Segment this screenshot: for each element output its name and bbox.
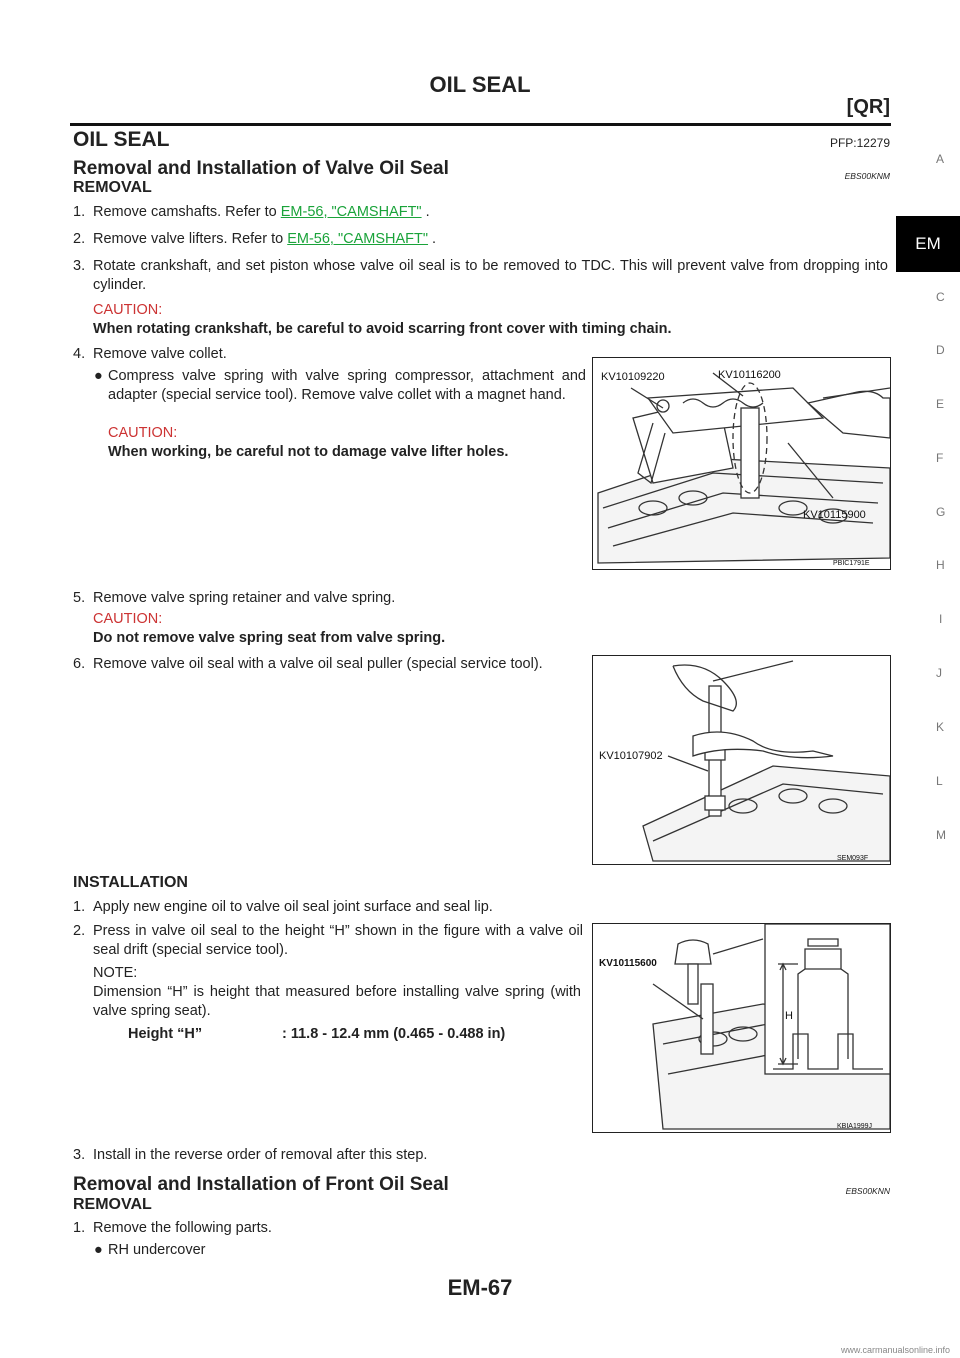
section-title: OIL SEAL: [73, 128, 170, 151]
side-tab-d[interactable]: D: [936, 343, 945, 357]
bullet-icon: ●: [94, 1242, 103, 1258]
side-tab-em-active[interactable]: EM: [896, 216, 960, 272]
front-removal-bullet: ● RH undercover: [94, 1242, 206, 1258]
removal-step-5: 5. Remove valve spring retainer and valve spring.: [73, 590, 396, 606]
tool-label-2: KV10116200: [718, 369, 781, 381]
side-tab-l[interactable]: L: [936, 774, 943, 788]
drift-tool-label: KV10115600: [599, 958, 657, 969]
install-step-3: 3. Install in the reverse order of removal after this step.: [73, 1147, 428, 1163]
puller-tool-label: KV10107902: [599, 750, 663, 762]
valve-oil-seal-title: Removal and Installation of Valve Oil Seal: [73, 158, 449, 179]
spec-height-label: Height “H”: [128, 1026, 203, 1042]
installation-heading: INSTALLATION: [73, 874, 188, 891]
side-tab-a[interactable]: A: [936, 152, 945, 166]
tool-label-1: KV10109220: [601, 371, 665, 383]
side-tab-g[interactable]: G: [936, 505, 946, 519]
side-tab-k[interactable]: K: [936, 720, 945, 734]
camshaft-link-2[interactable]: EM-56, "CAMSHAFT": [287, 231, 429, 247]
side-tab-i[interactable]: I: [939, 612, 943, 626]
removal-step-6: 6. Remove valve oil seal with a valve oil seal puller (special service tool).: [73, 656, 543, 672]
install-step-1: 1. Apply new engine oil to valve oil seal joint surface and seal lip.: [73, 899, 493, 915]
valve-oil-seal-drift-illustration: [593, 924, 890, 1132]
valve-spring-compressor-illustration: [593, 358, 890, 569]
removal-step-3: 3. Rotate crankshaft, and set piston whose valve oil seal is to be removed to TDC. This will prevent valve from dropping into cylinder.: [73, 258, 888, 293]
side-tab-f[interactable]: F: [936, 451, 944, 465]
camshaft-link-1[interactable]: EM-56, "CAMSHAFT": [280, 204, 422, 220]
install-note: NOTE: Dimension “H” is height that measured before installing valve spring (with valve spring seat).: [93, 965, 581, 1019]
side-tab-j[interactable]: J: [936, 666, 942, 680]
figure-valve-oil-seal-drift: [592, 923, 891, 1133]
figure-code-3: KBIA1999J: [837, 1123, 873, 1130]
caution-3: CAUTION: When rotating crankshaft, be careful to avoid scarring front cover with timing chain.: [93, 302, 672, 337]
removal-step-4-bullet: ● Compress valve spring with valve spring compressor, attachment and adapter (special service tool). Remove valve collet with a magnet hand.: [94, 368, 586, 403]
footer-watermark: www.carmanualsonline.info: [840, 1345, 950, 1355]
valve-oil-seal-code: EBS00KNM: [844, 171, 890, 181]
figure-valve-oil-seal-puller: [592, 655, 891, 865]
dimension-h-label: H: [785, 1010, 793, 1022]
spec-height-value: : 11.8 - 12.4 mm (0.465 - 0.488 in): [282, 1026, 506, 1042]
front-removal-step-1: 1. Remove the following parts.: [73, 1220, 272, 1236]
front-oil-seal-title: Removal and Installation of Front Oil Seal: [73, 1174, 449, 1195]
header-divider: [70, 123, 891, 126]
valve-oil-seal-puller-illustration: [593, 656, 890, 864]
page-header-title: OIL SEAL: [429, 72, 531, 97]
install-step-2: 2. Press in valve oil seal to the height “H” shown in the figure with a valve oil seal drift (special service tool).: [73, 923, 583, 958]
page-number: EM-67: [447, 1275, 513, 1300]
side-tab-e[interactable]: E: [936, 397, 945, 411]
figure-code-2: SEM093F: [837, 855, 869, 862]
caution-5: CAUTION: Do not remove valve spring seat from valve spring.: [93, 611, 446, 646]
page-header-subtitle: [QR]: [846, 96, 890, 118]
front-removal-heading: REMOVAL: [73, 1196, 152, 1213]
side-tab-h[interactable]: H: [936, 558, 945, 572]
figure-valve-spring-compressor: [592, 357, 891, 570]
removal-step-2: 2. Remove valve lifters. Refer to EM-56, "CAMSHAFT" .: [73, 231, 437, 247]
side-tab-m[interactable]: M: [936, 828, 946, 842]
section-code: PFP:12279: [829, 136, 890, 150]
removal-step-1: 1. Remove camshafts. Refer to EM-56, "CAMSHAFT" .: [73, 204, 430, 220]
removal-step-4: 4. Remove valve collet.: [73, 346, 227, 362]
tool-label-3: KV10115900: [803, 509, 866, 521]
side-tab-c[interactable]: C: [936, 290, 945, 304]
bullet-icon: ●: [94, 368, 103, 384]
front-oil-seal-code: EBS00KNN: [845, 1186, 890, 1196]
removal-heading: REMOVAL: [73, 179, 152, 196]
figure-code: PBIC1791E: [833, 560, 870, 567]
caution-4: CAUTION: When working, be careful not to damage valve lifter holes.: [108, 425, 509, 460]
